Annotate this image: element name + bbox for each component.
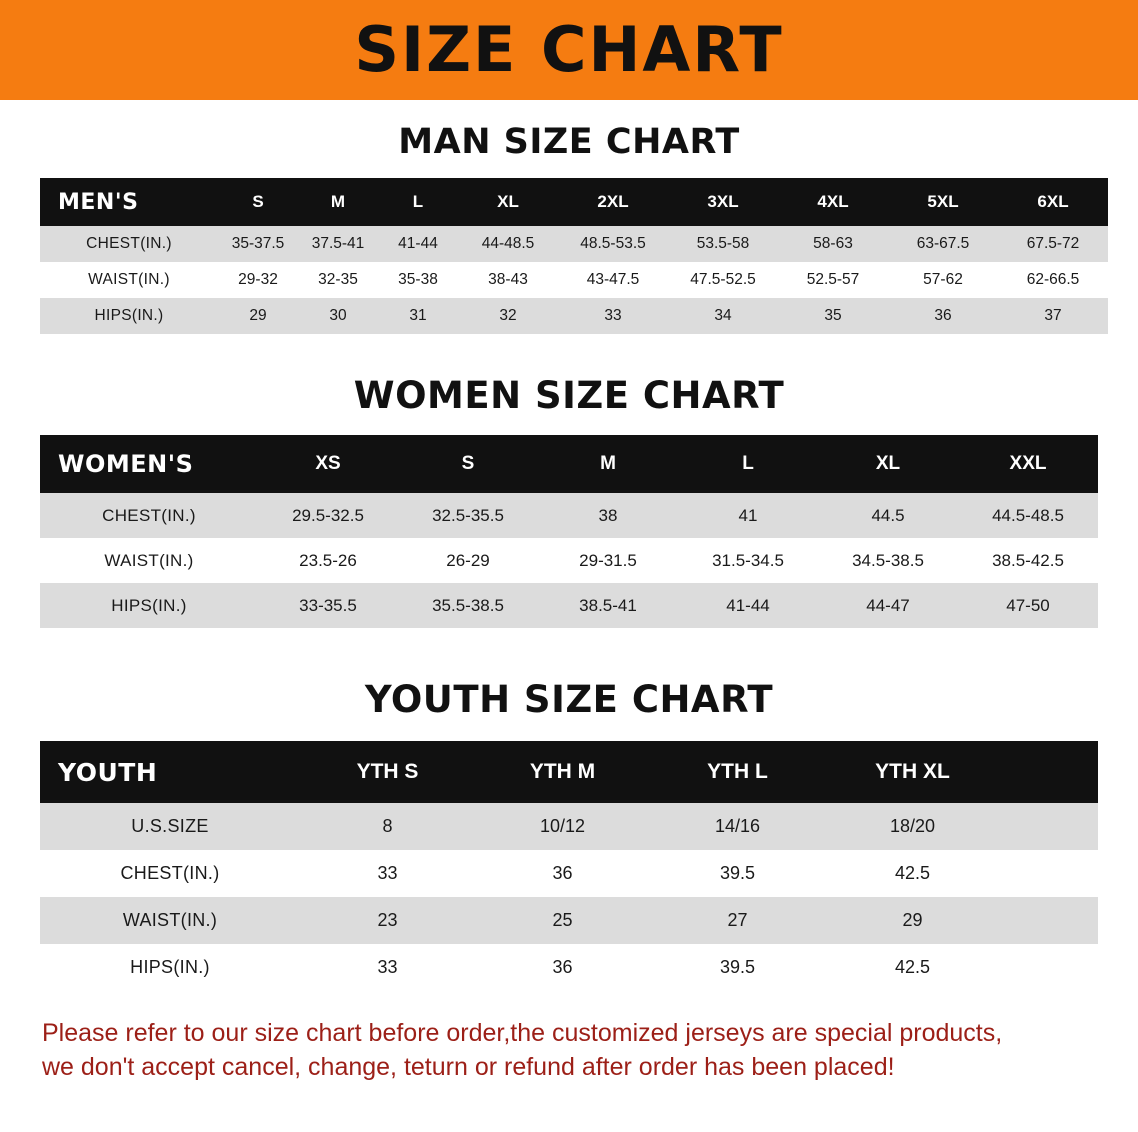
women-size-table bbox=[40, 435, 1098, 628]
cell: 38-43 bbox=[458, 262, 558, 298]
col-header-6xl: 6XL bbox=[998, 178, 1108, 226]
col-header-xl: XL bbox=[818, 435, 958, 493]
cell: 23.5-26 bbox=[258, 538, 398, 583]
col-header-womens: WOMEN'S bbox=[40, 435, 258, 493]
col-header-yth-l: YTH L bbox=[650, 741, 825, 803]
col-header-5xl: 5XL bbox=[888, 178, 998, 226]
row-label-chest: CHEST(IN.) bbox=[40, 226, 218, 262]
cell: 57-62 bbox=[888, 262, 998, 298]
women-section-title: WOMEN SIZE CHART bbox=[353, 374, 785, 417]
col-header-m: M bbox=[298, 178, 378, 226]
table-header-row bbox=[40, 741, 1098, 803]
col-header-yth-s: YTH S bbox=[300, 741, 475, 803]
table-row bbox=[40, 493, 1098, 538]
cell: 38.5-42.5 bbox=[958, 538, 1098, 583]
table-row bbox=[40, 944, 1098, 991]
disclaimer-note bbox=[0, 1017, 1138, 1085]
cell: 8 bbox=[300, 803, 475, 850]
cell: 53.5-58 bbox=[668, 226, 778, 262]
col-header-yth-xl: YTH XL bbox=[825, 741, 1000, 803]
page-title: SIZE CHART bbox=[354, 13, 784, 86]
row-label-hips: HIPS(IN.) bbox=[40, 298, 218, 334]
cell: 42.5 bbox=[825, 850, 1000, 897]
cell: 36 bbox=[888, 298, 998, 334]
col-header-spacer bbox=[1000, 741, 1098, 803]
cell-spacer bbox=[1000, 803, 1098, 850]
col-header-xxl: XXL bbox=[958, 435, 1098, 493]
row-label-us-size: U.S.SIZE bbox=[40, 803, 300, 850]
cell: 44.5-48.5 bbox=[958, 493, 1098, 538]
col-header-l: L bbox=[378, 178, 458, 226]
col-header-l: L bbox=[678, 435, 818, 493]
table-header-row bbox=[40, 178, 1108, 226]
cell: 67.5-72 bbox=[998, 226, 1108, 262]
cell: 26-29 bbox=[398, 538, 538, 583]
youth-size-table bbox=[40, 741, 1098, 991]
cell-spacer bbox=[1000, 850, 1098, 897]
cell: 35 bbox=[778, 298, 888, 334]
cell: 44.5 bbox=[818, 493, 958, 538]
cell: 38 bbox=[538, 493, 678, 538]
col-header-yth-m: YTH M bbox=[475, 741, 650, 803]
cell: 31 bbox=[378, 298, 458, 334]
row-label-chest: CHEST(IN.) bbox=[40, 850, 300, 897]
cell: 63-67.5 bbox=[888, 226, 998, 262]
cell: 39.5 bbox=[650, 850, 825, 897]
table-row bbox=[40, 226, 1108, 262]
row-label-hips: HIPS(IN.) bbox=[40, 583, 258, 628]
row-label-waist: WAIST(IN.) bbox=[40, 262, 218, 298]
table-row bbox=[40, 897, 1098, 944]
cell-spacer bbox=[1000, 897, 1098, 944]
disclaimer-line-1: Please refer to our size chart before order,the customized jerseys are special products, bbox=[42, 1019, 1003, 1047]
cell: 31.5-34.5 bbox=[678, 538, 818, 583]
cell: 36 bbox=[475, 850, 650, 897]
cell: 34.5-38.5 bbox=[818, 538, 958, 583]
row-label-waist: WAIST(IN.) bbox=[40, 538, 258, 583]
cell: 34 bbox=[668, 298, 778, 334]
table-row bbox=[40, 538, 1098, 583]
cell: 33 bbox=[300, 850, 475, 897]
cell: 36 bbox=[475, 944, 650, 991]
cell: 35-37.5 bbox=[218, 226, 298, 262]
row-label-hips: HIPS(IN.) bbox=[40, 944, 300, 991]
cell: 35.5-38.5 bbox=[398, 583, 538, 628]
youth-table-wrap bbox=[0, 741, 1138, 991]
cell: 29-32 bbox=[218, 262, 298, 298]
col-header-2xl: 2XL bbox=[558, 178, 668, 226]
table-row bbox=[40, 262, 1108, 298]
cell: 62-66.5 bbox=[998, 262, 1108, 298]
disclaimer-line-2: we don't accept cancel, change, teturn or refund after order has been placed! bbox=[42, 1052, 895, 1081]
cell: 39.5 bbox=[650, 944, 825, 991]
cell: 35-38 bbox=[378, 262, 458, 298]
cell: 32-35 bbox=[298, 262, 378, 298]
col-header-m: M bbox=[538, 435, 678, 493]
cell: 29-31.5 bbox=[538, 538, 678, 583]
cell: 52.5-57 bbox=[778, 262, 888, 298]
table-row bbox=[40, 298, 1108, 334]
man-table-wrap bbox=[0, 178, 1138, 334]
cell: 29.5-32.5 bbox=[258, 493, 398, 538]
cell: 42.5 bbox=[825, 944, 1000, 991]
cell: 47-50 bbox=[958, 583, 1098, 628]
cell: 44-47 bbox=[818, 583, 958, 628]
cell: 47.5-52.5 bbox=[668, 262, 778, 298]
cell: 37 bbox=[998, 298, 1108, 334]
cell: 10/12 bbox=[475, 803, 650, 850]
col-header-s: S bbox=[218, 178, 298, 226]
man-size-table bbox=[40, 178, 1108, 334]
cell: 44-48.5 bbox=[458, 226, 558, 262]
cell: 33 bbox=[558, 298, 668, 334]
row-label-waist: WAIST(IN.) bbox=[40, 897, 300, 944]
cell: 41-44 bbox=[678, 583, 818, 628]
cell: 48.5-53.5 bbox=[558, 226, 668, 262]
cell: 41-44 bbox=[378, 226, 458, 262]
row-label-chest: CHEST(IN.) bbox=[40, 493, 258, 538]
cell: 33 bbox=[300, 944, 475, 991]
col-header-3xl: 3XL bbox=[668, 178, 778, 226]
table-header-row bbox=[40, 435, 1098, 493]
cell: 37.5-41 bbox=[298, 226, 378, 262]
col-header-4xl: 4XL bbox=[778, 178, 888, 226]
cell: 29 bbox=[218, 298, 298, 334]
col-header-s: S bbox=[398, 435, 538, 493]
cell: 30 bbox=[298, 298, 378, 334]
women-table-wrap bbox=[0, 435, 1138, 628]
col-header-youth: YOUTH bbox=[40, 741, 300, 803]
cell: 58-63 bbox=[778, 226, 888, 262]
col-header-xl: XL bbox=[458, 178, 558, 226]
col-header-men: MEN'S bbox=[40, 178, 218, 226]
col-header-xs: XS bbox=[258, 435, 398, 493]
cell: 18/20 bbox=[825, 803, 1000, 850]
cell: 43-47.5 bbox=[558, 262, 668, 298]
cell: 25 bbox=[475, 897, 650, 944]
cell: 32.5-35.5 bbox=[398, 493, 538, 538]
cell: 29 bbox=[825, 897, 1000, 944]
cell: 23 bbox=[300, 897, 475, 944]
cell: 41 bbox=[678, 493, 818, 538]
man-section-title: MAN SIZE CHART bbox=[398, 122, 740, 162]
table-row bbox=[40, 850, 1098, 897]
cell-spacer bbox=[1000, 944, 1098, 991]
cell: 38.5-41 bbox=[538, 583, 678, 628]
youth-section-title: YOUTH SIZE CHART bbox=[364, 678, 774, 721]
cell: 32 bbox=[458, 298, 558, 334]
table-row bbox=[40, 803, 1098, 850]
cell: 14/16 bbox=[650, 803, 825, 850]
table-row bbox=[40, 583, 1098, 628]
cell: 27 bbox=[650, 897, 825, 944]
cell: 33-35.5 bbox=[258, 583, 398, 628]
page-banner bbox=[0, 0, 1138, 100]
